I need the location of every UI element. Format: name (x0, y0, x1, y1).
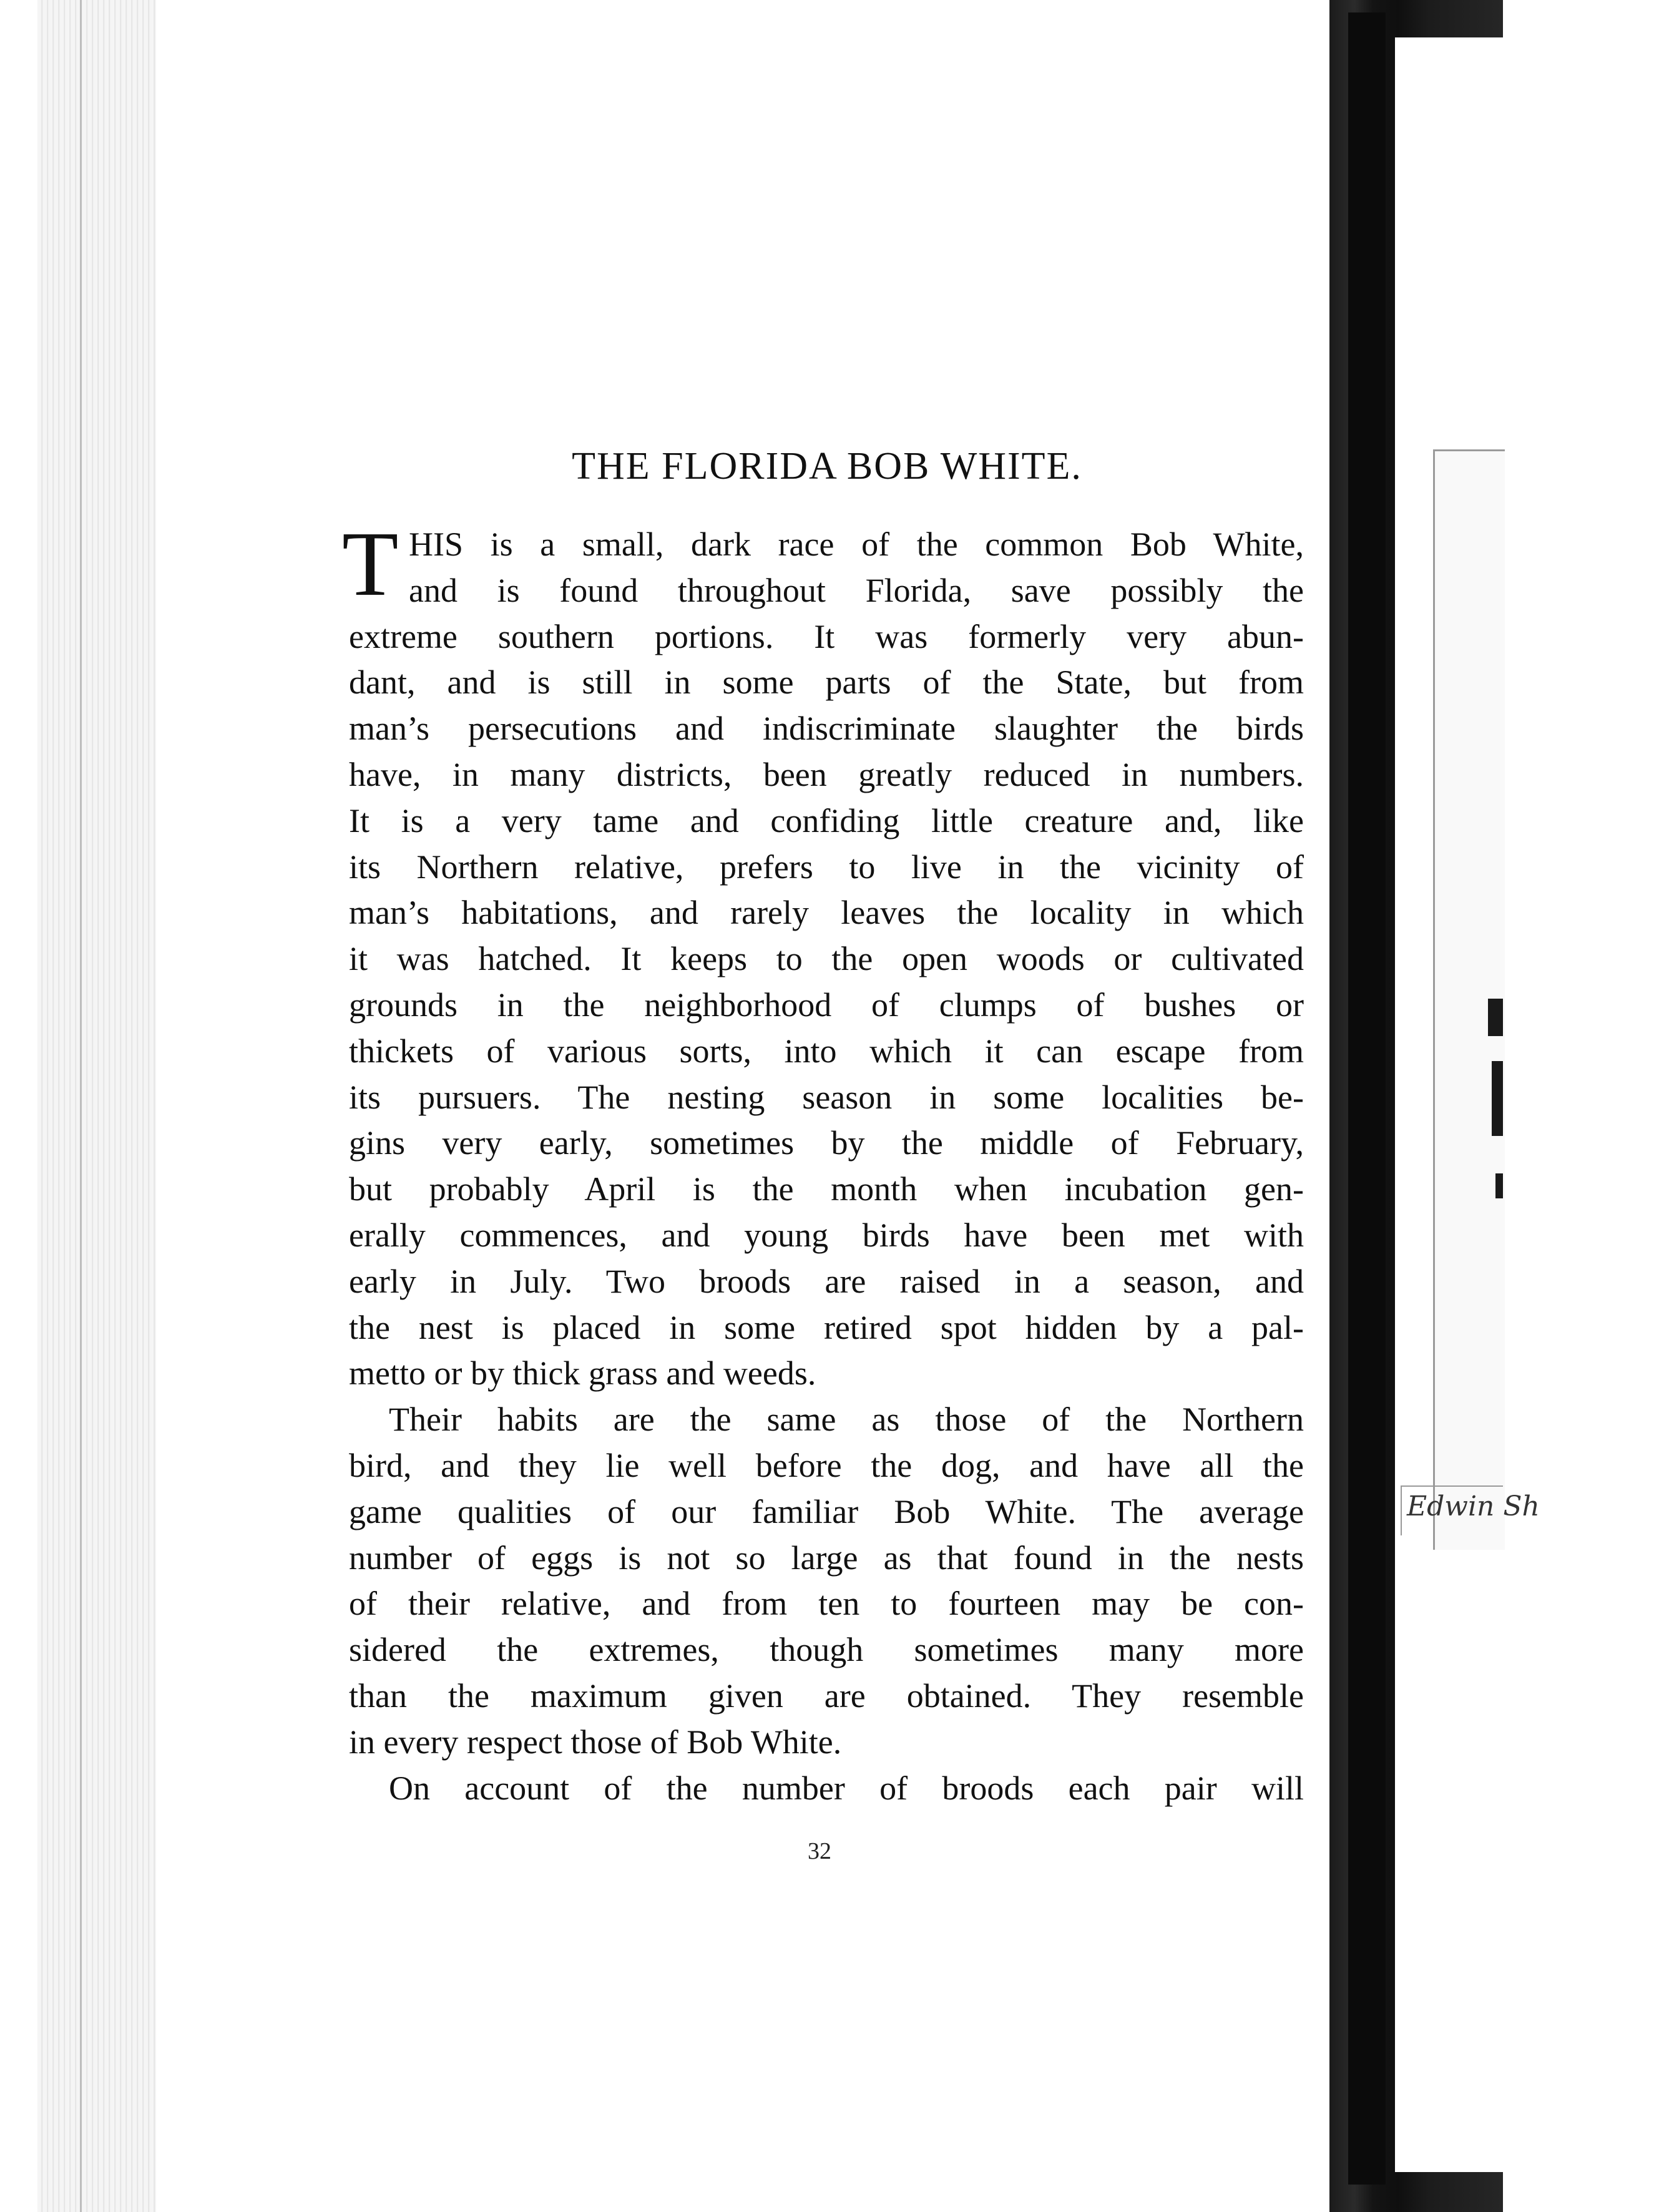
text-line: and is found throughout Florida, save possibly the (409, 571, 1304, 609)
text-line: thickets of various sorts, into which it can escape from (349, 1032, 1304, 1070)
text-line: in every respect those of Bob White. (349, 1723, 842, 1761)
text-line: Their habits are the same as those of the Northern (389, 1401, 1304, 1439)
text-line: number of eggs is not so large as that found in the nests (349, 1539, 1304, 1577)
text-line: the nest is placed in some retired spot hidden by a pal- (349, 1308, 1304, 1346)
page-edges (37, 0, 162, 2212)
text-line: HIS is a small, dark race of the common Bob White, (409, 526, 1304, 563)
facing-caption: Edwin Sh (1401, 1485, 1503, 1535)
text-line: its pursuers. The nesting season in some localities be- (349, 1078, 1304, 1116)
text-line: sidered the extremes, though sometimes many more (349, 1631, 1304, 1669)
body-text (349, 522, 1304, 1811)
facing-plate-mark (1488, 999, 1503, 1036)
text-line: it was hatched. It keeps to the open woods or cultivated (349, 940, 1304, 978)
page-edge-line (80, 0, 82, 2212)
text-line: than the maximum given are obtained. They resemble (349, 1676, 1304, 1715)
text-line: early in July. Two broods are raised in a season, and (349, 1262, 1304, 1300)
drop-cap: T (342, 513, 399, 615)
text-line: On account of the number of broods each pair will (389, 1769, 1304, 1807)
text-line: grounds in the neighborhood of clumps of bushes or (349, 986, 1304, 1024)
text-line: metto or by thick grass and weeds. (349, 1354, 816, 1392)
text-line: extreme southern portions. It was formerly very abun- (349, 617, 1304, 655)
text-line: man’s habitations, and rarely leaves the locality in which (349, 894, 1304, 932)
text-line: of their relative, and from ten to fourteen may be con- (349, 1585, 1304, 1623)
text-line: man’s persecutions and indiscriminate slaughter the birds (349, 710, 1304, 748)
text-line: gins very early, sometimes by the middle of February, (349, 1124, 1304, 1162)
chapter-title: THE FLORIDA BOB WHITE. (572, 445, 1082, 487)
facing-plate-mark (1495, 1173, 1503, 1198)
text-line: dant, and is still in some parts of the State, but from (349, 663, 1304, 702)
text-line: but probably April is the month when incubation gen- (349, 1170, 1304, 1208)
text-line: bird, and they lie well before the dog, and have all the (349, 1446, 1304, 1484)
text-line: have, in many districts, been greatly reduced in numbers. (349, 755, 1304, 793)
text-line: its Northern relative, prefers to live in the vicinity of (349, 848, 1304, 886)
text-line: erally commences, and young birds have been met with (349, 1216, 1304, 1254)
text-line: It is a very tame and confiding little creature and, like (349, 801, 1304, 839)
facing-plate-mark (1492, 1061, 1503, 1136)
page-number: 32 (808, 1838, 831, 1864)
text-line: game qualities of our familiar Bob White. The average (349, 1492, 1304, 1530)
gutter (1348, 12, 1386, 2185)
